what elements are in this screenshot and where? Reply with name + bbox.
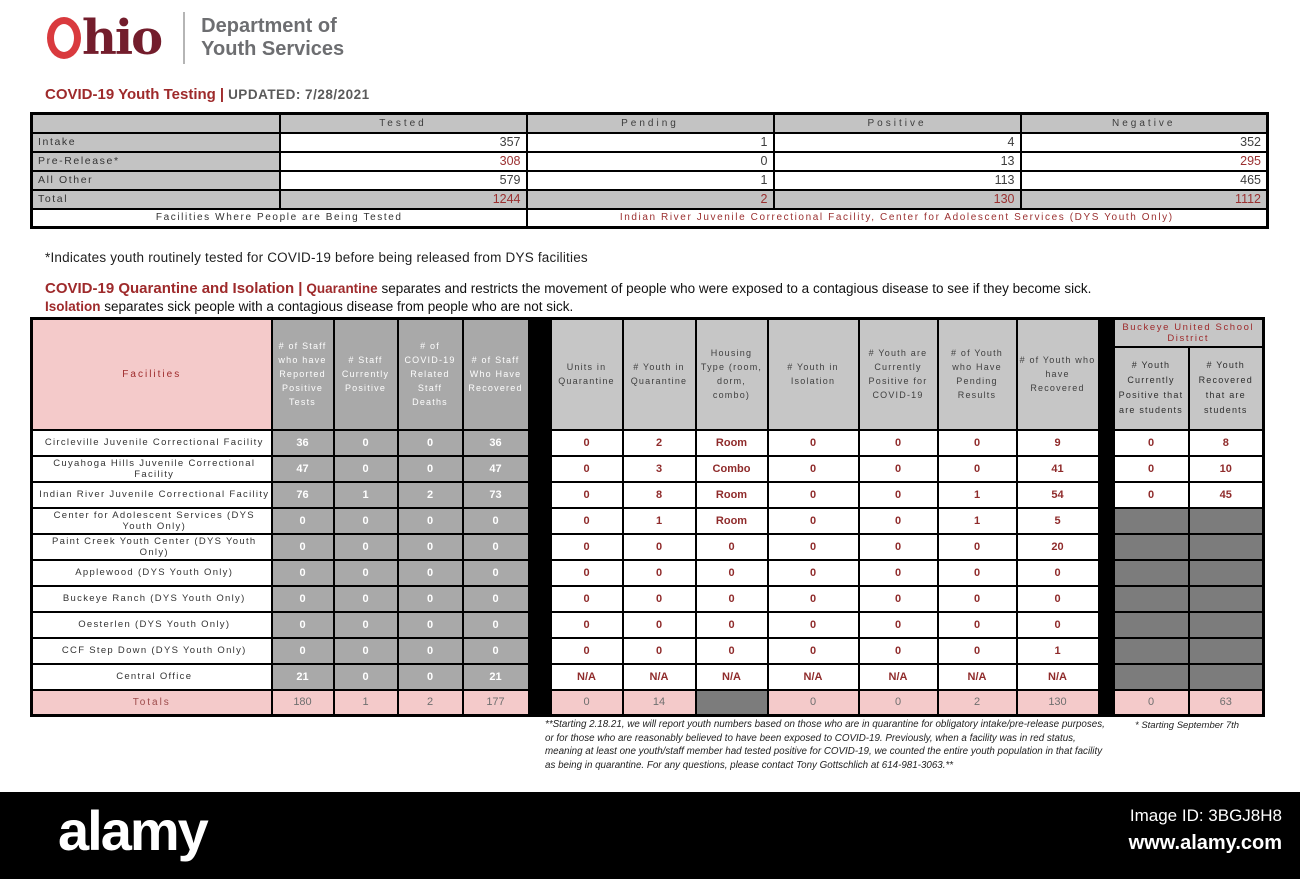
- youth-value-cell: 0: [768, 560, 859, 586]
- staff-count-cell: 0: [463, 638, 529, 664]
- youth-value-cell: 0: [768, 586, 859, 612]
- testing-value-cell: 1: [527, 133, 774, 152]
- totals-youth-cell: 0: [859, 690, 938, 716]
- busd-value-cell: 45: [1189, 482, 1264, 508]
- busd-empty-cell: [1114, 586, 1189, 612]
- facility-row: [32, 586, 1264, 612]
- youth-value-cell: 0: [551, 586, 623, 612]
- totals-staff-cell: 2: [398, 690, 463, 716]
- staff-count-cell: 0: [334, 586, 398, 612]
- youth-col-header: # of Youth who Have Pending Results: [938, 319, 1017, 430]
- testing-row-label: Total: [32, 190, 280, 209]
- youth-value-cell: 0: [1017, 586, 1099, 612]
- busd-col-header: # Youth Recovered that are students: [1189, 347, 1264, 430]
- facility-row: [32, 560, 1264, 586]
- facility-row: [32, 612, 1264, 638]
- section-divider: [1099, 690, 1114, 716]
- section-divider: [529, 319, 551, 430]
- testing-value-cell: 1244: [280, 190, 527, 209]
- testing-value-cell: 308: [280, 152, 527, 171]
- staff-count-cell: 0: [334, 508, 398, 534]
- youth-value-cell: 0: [623, 612, 696, 638]
- facility-row: [32, 482, 1264, 508]
- youth-value-cell: 0: [768, 456, 859, 482]
- updated-date: UPDATED: 7/28/2021: [228, 87, 370, 102]
- section-divider: [529, 482, 551, 508]
- qi-header-row-1: [32, 319, 1264, 347]
- staff-count-cell: 36: [272, 430, 334, 456]
- testing-value-cell: 1: [527, 171, 774, 190]
- staff-count-cell: 47: [272, 456, 334, 482]
- pre-release-note: *Indicates youth routinely tested for COVID-19 before being released from DYS facilities: [45, 250, 588, 265]
- testing-row: [32, 171, 1268, 190]
- staff-col-header: # of Staff who have Reported Positive Tests: [272, 319, 334, 430]
- ohio-logo: [47, 10, 162, 66]
- busd-empty-cell: [1114, 560, 1189, 586]
- section-divider: [529, 456, 551, 482]
- section-divider: [1099, 638, 1114, 664]
- youth-value-cell: 0: [551, 456, 623, 482]
- title-pipe: |: [219, 86, 225, 103]
- youth-value-cell: 0: [938, 560, 1017, 586]
- staff-count-cell: 76: [272, 482, 334, 508]
- busd-empty-cell: [1189, 586, 1264, 612]
- youth-value-cell: 0: [551, 430, 623, 456]
- testing-value-cell: 357: [280, 133, 527, 152]
- youth-value-cell: 1: [623, 508, 696, 534]
- totals-youth-cell: 2: [938, 690, 1017, 716]
- staff-count-cell: 0: [272, 534, 334, 560]
- youth-value-cell: 0: [938, 534, 1017, 560]
- section-divider: [1099, 612, 1114, 638]
- youth-value-cell: 54: [1017, 482, 1099, 508]
- facility-name-cell: Cuyahoga Hills Juvenile Correctional Facility: [32, 456, 272, 482]
- busd-value-cell: 0: [1114, 430, 1189, 456]
- staff-col-header: # Staff Currently Positive: [334, 319, 398, 430]
- staff-col-header: # of COVID-19 Related Staff Deaths: [398, 319, 463, 430]
- youth-value-cell: 3: [623, 456, 696, 482]
- facility-name-cell: Center for Adolescent Services (DYS Youth Only): [32, 508, 272, 534]
- facility-name-cell: Buckeye Ranch (DYS Youth Only): [32, 586, 272, 612]
- testing-title: COVID-19 Youth Testing: [45, 86, 216, 103]
- section-divider: [1099, 319, 1114, 430]
- facility-row: [32, 456, 1264, 482]
- staff-count-cell: 0: [463, 508, 529, 534]
- youth-value-cell: 0: [768, 508, 859, 534]
- youth-value-cell: 1: [1017, 638, 1099, 664]
- youth-value-cell: N/A: [623, 664, 696, 690]
- youth-col-header: # Youth in Quarantine: [623, 319, 696, 430]
- youth-value-cell: 0: [859, 508, 938, 534]
- section-divider: [529, 690, 551, 716]
- testing-table-grid: [30, 112, 1269, 229]
- alamy-url: www.alamy.com: [1128, 832, 1282, 854]
- testing-col-header: Tested: [280, 114, 527, 133]
- youth-value-cell: 0: [859, 534, 938, 560]
- staff-count-cell: 0: [398, 456, 463, 482]
- busd-empty-cell: [1189, 534, 1264, 560]
- busd-value-cell: 10: [1189, 456, 1264, 482]
- quarantine-label: Quarantine: [306, 281, 378, 296]
- busd-empty-cell: [1114, 638, 1189, 664]
- youth-value-cell: 0: [696, 638, 768, 664]
- busd-empty-cell: [1114, 612, 1189, 638]
- isolation-label: Isolation: [45, 299, 101, 314]
- youth-value-cell: 0: [623, 560, 696, 586]
- youth-value-cell: 0: [551, 612, 623, 638]
- testing-value-cell: 113: [774, 171, 1021, 190]
- youth-value-cell: 1: [938, 508, 1017, 534]
- staff-count-cell: 0: [398, 430, 463, 456]
- busd-value-cell: 8: [1189, 430, 1264, 456]
- youth-value-cell: Room: [696, 508, 768, 534]
- youth-value-cell: 5: [1017, 508, 1099, 534]
- busd-empty-cell: [1114, 664, 1189, 690]
- alamy-footer-bar: [0, 792, 1300, 879]
- facility-row: [32, 430, 1264, 456]
- youth-value-cell: 1: [938, 482, 1017, 508]
- youth-value-cell: 0: [623, 638, 696, 664]
- youth-value-cell: 0: [1017, 560, 1099, 586]
- quarantine-definition: separates and restricts the movement of people who were exposed to a contagious disease to see if they become sick.: [381, 281, 1092, 296]
- youth-value-cell: N/A: [1017, 664, 1099, 690]
- section-divider: [1099, 560, 1114, 586]
- youth-value-cell: Room: [696, 430, 768, 456]
- youth-value-cell: N/A: [938, 664, 1017, 690]
- youth-value-cell: 8: [623, 482, 696, 508]
- testing-value-cell: 2: [527, 190, 774, 209]
- testing-header-row: [32, 114, 1268, 133]
- youth-value-cell: 0: [551, 508, 623, 534]
- staff-count-cell: 73: [463, 482, 529, 508]
- youth-value-cell: Room: [696, 482, 768, 508]
- section-divider: [529, 664, 551, 690]
- totals-busd-cell: 63: [1189, 690, 1264, 716]
- youth-value-cell: N/A: [859, 664, 938, 690]
- youth-value-cell: 0: [859, 586, 938, 612]
- totals-youth-cell: 14: [623, 690, 696, 716]
- youth-value-cell: 0: [551, 560, 623, 586]
- totals-staff-cell: 180: [272, 690, 334, 716]
- staff-count-cell: 36: [463, 430, 529, 456]
- staff-count-cell: 0: [272, 638, 334, 664]
- youth-value-cell: 0: [551, 534, 623, 560]
- testing-value-cell: 295: [1021, 152, 1268, 171]
- youth-value-cell: 0: [938, 638, 1017, 664]
- isolation-definition: separates sick people with a contagious disease from people who are not sick.: [104, 299, 574, 314]
- busd-empty-cell: [1114, 508, 1189, 534]
- staff-count-cell: 0: [272, 508, 334, 534]
- section-divider: [1099, 534, 1114, 560]
- totals-empty-cell: [696, 690, 768, 716]
- staff-count-cell: 0: [463, 612, 529, 638]
- quarantine-isolation-heading: [45, 280, 1265, 316]
- totals-staff-cell: 177: [463, 690, 529, 716]
- staff-count-cell: 0: [272, 586, 334, 612]
- staff-count-cell: 0: [334, 430, 398, 456]
- staff-count-cell: 0: [334, 560, 398, 586]
- staff-count-cell: 0: [463, 560, 529, 586]
- testing-value-cell: 0: [527, 152, 774, 171]
- testing-row: [32, 133, 1268, 152]
- facility-row: [32, 534, 1264, 560]
- youth-value-cell: 0: [696, 560, 768, 586]
- section-divider: [529, 508, 551, 534]
- section-divider: [529, 560, 551, 586]
- youth-value-cell: 0: [696, 612, 768, 638]
- busd-title-header: Buckeye United School District: [1114, 319, 1264, 347]
- department-line-1: Department of: [201, 15, 337, 37]
- youth-value-cell: 0: [768, 534, 859, 560]
- youth-value-cell: 0: [696, 534, 768, 560]
- youth-value-cell: 0: [938, 430, 1017, 456]
- testing-row-label: Intake: [32, 133, 280, 152]
- staff-count-cell: 2: [398, 482, 463, 508]
- testing-value-cell: 1112: [1021, 190, 1268, 209]
- quarantine-footnote: **Starting 2.18.21, we will report youth numbers based on those who are in quarantine for obligatory intake/pre-release purposes, or for those who are reasonably believed to have been exposed to COVID-19. Previously, when a facility was in red status, meaning at least one youth/staff member had tested positive for COVID-19, we counted the entire youth population in that facility as being in quarantine. For any questions, please contact Tony Gottschlich at 614-981-3063.**: [545, 719, 1105, 771]
- alamy-meta: [1129, 806, 1282, 855]
- youth-value-cell: N/A: [696, 664, 768, 690]
- youth-value-cell: 0: [859, 560, 938, 586]
- staff-count-cell: 1: [334, 482, 398, 508]
- youth-value-cell: 0: [938, 456, 1017, 482]
- testing-col-header: Negative: [1021, 114, 1268, 133]
- youth-value-cell: 0: [938, 612, 1017, 638]
- facility-name-cell: Central Office: [32, 664, 272, 690]
- busd-empty-cell: [1189, 664, 1264, 690]
- qi-table-grid: [30, 317, 1265, 717]
- alamy-image-id: Image ID: 3BGJ8H8: [1129, 806, 1282, 825]
- ohio-logo-text: hio: [82, 10, 162, 66]
- section-divider: [529, 430, 551, 456]
- testing-facilities-row: [32, 209, 1268, 228]
- youth-value-cell: 0: [623, 534, 696, 560]
- youth-value-cell: 0: [938, 586, 1017, 612]
- section-divider: [1099, 508, 1114, 534]
- youth-col-header: Units in Quarantine: [551, 319, 623, 430]
- totals-staff-cell: 1: [334, 690, 398, 716]
- youth-value-cell: N/A: [768, 664, 859, 690]
- facility-row: [32, 664, 1264, 690]
- busd-empty-cell: [1189, 508, 1264, 534]
- staff-col-header: # of Staff Who Have Recovered: [463, 319, 529, 430]
- staff-count-cell: 0: [334, 456, 398, 482]
- section-divider: [1099, 456, 1114, 482]
- testing-col-header: Positive: [774, 114, 1021, 133]
- testing-section-title: [45, 86, 370, 103]
- totals-label: Totals: [32, 690, 272, 716]
- youth-value-cell: 0: [859, 482, 938, 508]
- youth-value-cell: N/A: [551, 664, 623, 690]
- brand-divider: [183, 12, 185, 64]
- youth-value-cell: 20: [1017, 534, 1099, 560]
- staff-count-cell: 0: [334, 612, 398, 638]
- testing-value-cell: 130: [774, 190, 1021, 209]
- staff-count-cell: 0: [398, 560, 463, 586]
- section-divider: [1099, 482, 1114, 508]
- youth-value-cell: 0: [551, 638, 623, 664]
- youth-col-header: # of Youth who have Recovered: [1017, 319, 1099, 430]
- testing-col-header: Pending: [527, 114, 774, 133]
- qi-title: COVID-19 Quarantine and Isolation: [45, 280, 295, 297]
- staff-count-cell: 0: [398, 664, 463, 690]
- busd-empty-cell: [1189, 638, 1264, 664]
- youth-col-header: # Youth are Currently Positive for COVID-19: [859, 319, 938, 430]
- totals-row: [32, 690, 1264, 716]
- testing-value-cell: 4: [774, 133, 1021, 152]
- youth-value-cell: 0: [1017, 612, 1099, 638]
- youth-value-cell: 0: [859, 456, 938, 482]
- department-line-2: Youth Services: [201, 38, 345, 60]
- totals-youth-cell: 130: [1017, 690, 1099, 716]
- facility-name-cell: CCF Step Down (DYS Youth Only): [32, 638, 272, 664]
- facilities-header: Facilities: [32, 319, 272, 430]
- totals-youth-cell: 0: [768, 690, 859, 716]
- facilities-tested-label: Facilities Where People are Being Tested: [32, 209, 527, 228]
- youth-value-cell: 9: [1017, 430, 1099, 456]
- totals-youth-cell: 0: [551, 690, 623, 716]
- staff-count-cell: 0: [334, 534, 398, 560]
- staff-count-cell: 0: [398, 612, 463, 638]
- testing-row: [32, 152, 1268, 171]
- youth-value-cell: 0: [768, 430, 859, 456]
- testing-value-cell: 579: [280, 171, 527, 190]
- brand-header: [47, 12, 344, 64]
- busd-col-header: # Youth Currently Positive that are students: [1114, 347, 1189, 430]
- busd-value-cell: 0: [1114, 456, 1189, 482]
- facility-name-cell: Indian River Juvenile Correctional Facility: [32, 482, 272, 508]
- testing-table: [30, 112, 1269, 229]
- busd-footnote: * Starting September 7th: [1135, 720, 1240, 731]
- youth-value-cell: 0: [768, 638, 859, 664]
- section-divider: [529, 638, 551, 664]
- youth-value-cell: 41: [1017, 456, 1099, 482]
- busd-value-cell: 0: [1114, 482, 1189, 508]
- section-divider: [529, 612, 551, 638]
- staff-count-cell: 0: [334, 664, 398, 690]
- facility-name-cell: Applewood (DYS Youth Only): [32, 560, 272, 586]
- section-divider: [529, 586, 551, 612]
- staff-count-cell: 0: [398, 534, 463, 560]
- testing-row-label: All Other: [32, 171, 280, 190]
- testing-corner-cell: [32, 114, 280, 133]
- facilities-tested-value: Indian River Juvenile Correctional Facility, Center for Adolescent Services (DYS Youth Only): [527, 209, 1268, 228]
- section-divider: [529, 534, 551, 560]
- testing-row: [32, 190, 1268, 209]
- youth-value-cell: 0: [696, 586, 768, 612]
- youth-value-cell: 0: [859, 430, 938, 456]
- qi-title-pipe: |: [298, 280, 303, 297]
- section-divider: [1099, 586, 1114, 612]
- busd-empty-cell: [1189, 560, 1264, 586]
- staff-count-cell: 0: [463, 534, 529, 560]
- youth-value-cell: Combo: [696, 456, 768, 482]
- youth-value-cell: 0: [623, 586, 696, 612]
- testing-row-label: Pre-Release*: [32, 152, 280, 171]
- facility-name-cell: Paint Creek Youth Center (DYS Youth Only): [32, 534, 272, 560]
- youth-value-cell: 2: [623, 430, 696, 456]
- testing-value-cell: 352: [1021, 133, 1268, 152]
- staff-count-cell: 21: [463, 664, 529, 690]
- youth-value-cell: 0: [859, 612, 938, 638]
- youth-col-header: Housing Type (room, dorm, combo): [696, 319, 768, 430]
- department-name: [201, 15, 344, 61]
- staff-count-cell: 0: [463, 586, 529, 612]
- staff-count-cell: 0: [398, 638, 463, 664]
- staff-count-cell: 0: [334, 638, 398, 664]
- staff-count-cell: 0: [272, 612, 334, 638]
- busd-empty-cell: [1189, 612, 1264, 638]
- facility-name-cell: Circleville Juvenile Correctional Facility: [32, 430, 272, 456]
- youth-value-cell: 0: [551, 482, 623, 508]
- testing-value-cell: 465: [1021, 171, 1268, 190]
- facility-row: [32, 508, 1264, 534]
- facility-name-cell: Oesterlen (DYS Youth Only): [32, 612, 272, 638]
- section-divider: [1099, 430, 1114, 456]
- staff-count-cell: 0: [398, 586, 463, 612]
- staff-count-cell: 0: [398, 508, 463, 534]
- youth-value-cell: 0: [768, 482, 859, 508]
- youth-col-header: # Youth in Isolation: [768, 319, 859, 430]
- quarantine-isolation-table: [30, 317, 1265, 717]
- youth-value-cell: 0: [768, 612, 859, 638]
- testing-value-cell: 13: [774, 152, 1021, 171]
- staff-count-cell: 21: [272, 664, 334, 690]
- busd-empty-cell: [1114, 534, 1189, 560]
- youth-value-cell: 0: [859, 638, 938, 664]
- ohio-logo-o-icon: [47, 17, 81, 59]
- alamy-logo: alamy: [58, 799, 207, 862]
- section-divider: [1099, 664, 1114, 690]
- facility-row: [32, 638, 1264, 664]
- staff-count-cell: 0: [272, 560, 334, 586]
- totals-busd-cell: 0: [1114, 690, 1189, 716]
- staff-count-cell: 47: [463, 456, 529, 482]
